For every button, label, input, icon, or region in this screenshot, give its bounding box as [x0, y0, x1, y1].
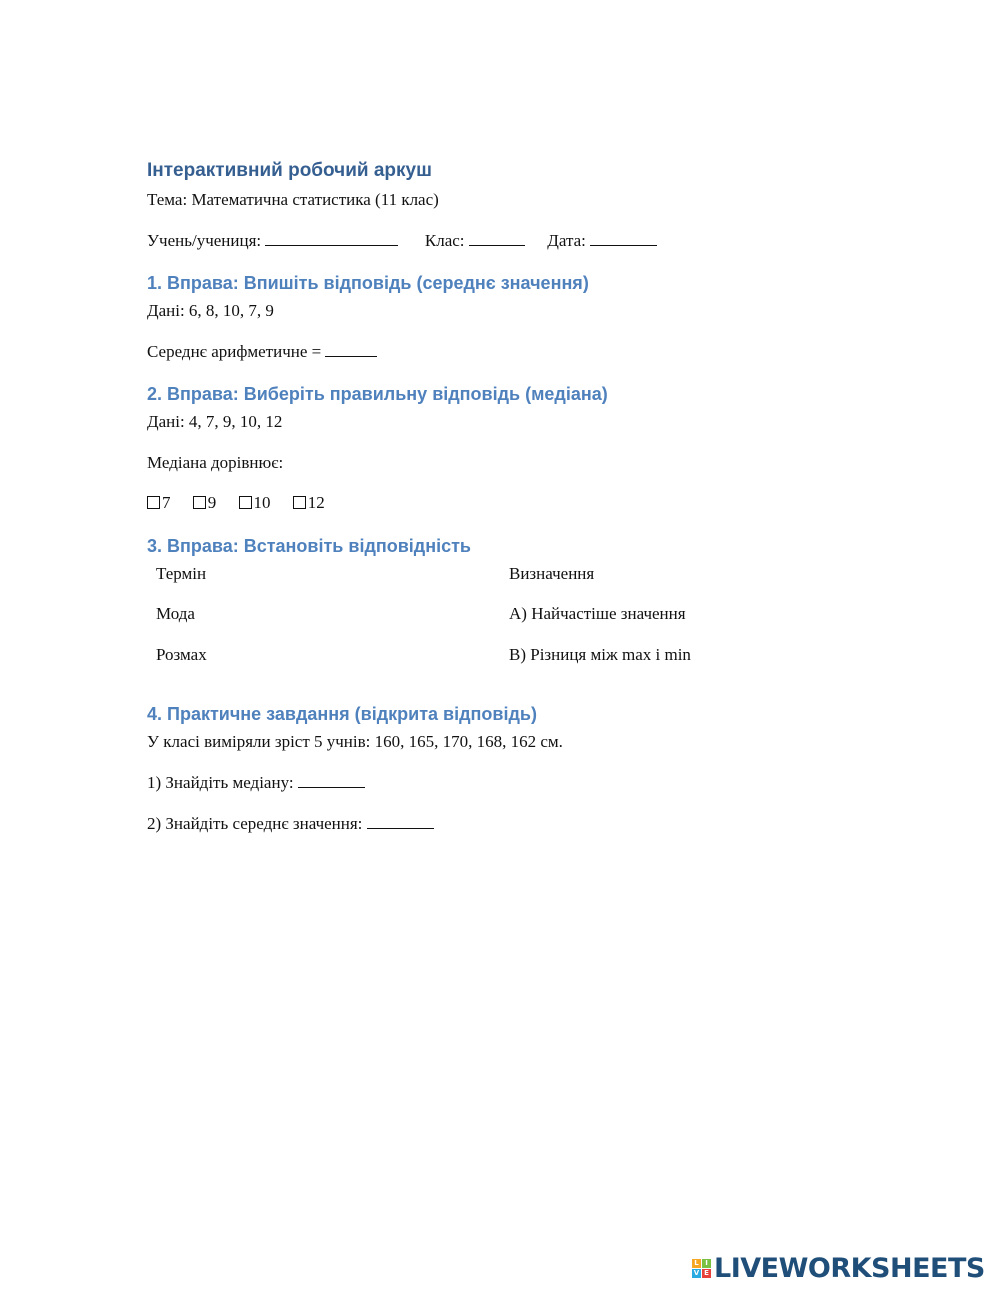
ex4-text: У класі виміряли зріст 5 учнів: 160, 165, 170, 168, 162 см. — [147, 732, 563, 751]
date-label: Дата: — [547, 231, 586, 250]
checkbox-icon[interactable] — [193, 496, 206, 509]
ex1-prompt: Середнє арифметичне = — [147, 342, 322, 361]
logo-mark-letter: L — [692, 1259, 701, 1268]
col-header-term: Термін — [156, 564, 207, 583]
checkbox-icon[interactable] — [239, 496, 252, 509]
logo-text: LIVEWORKSHEETS — [714, 1253, 985, 1284]
topic-line: Тема: Математична статистика (11 клас) — [147, 190, 439, 209]
date-field[interactable] — [590, 231, 657, 246]
student-name-field[interactable] — [265, 231, 398, 246]
ex1-heading: 1. Вправа: Впишіть відповідь (середнє значення) — [147, 273, 589, 293]
ex1-prompt-line — [147, 342, 377, 362]
student-label: Учень/учениця: — [147, 231, 262, 250]
ex2-data: Дані: 4, 7, 9, 10, 12 — [147, 412, 283, 431]
student-info-line — [147, 231, 657, 251]
definition-cell[interactable]: В) Різниця між max і min — [509, 645, 691, 664]
checkbox-icon[interactable] — [293, 496, 306, 509]
col-header-definition: Визначення — [509, 564, 595, 583]
term-cell[interactable]: Мода — [156, 604, 195, 623]
option-12[interactable]: 12 — [293, 493, 325, 512]
class-field[interactable] — [469, 231, 525, 246]
option-7[interactable]: 7 — [147, 493, 171, 512]
option-9[interactable]: 9 — [193, 493, 217, 512]
option-10[interactable]: 10 — [239, 493, 271, 512]
ex4-heading: 4. Практичне завдання (відкрита відповідь) — [147, 704, 537, 724]
ex2-heading: 2. Вправа: Виберіть правильну відповідь (медіана) — [147, 384, 608, 404]
ex4-q2: 2) Знайдіть середнє значення: — [147, 814, 363, 833]
logo-mark-letter: I — [702, 1259, 711, 1268]
ex4-q2-line — [147, 814, 434, 834]
page-title: Інтерактивний робочий аркуш — [147, 160, 432, 181]
ex4-q1: 1) Знайдіть медіану: — [147, 773, 294, 792]
ex1-data: Дані: 6, 8, 10, 7, 9 — [147, 301, 274, 320]
logo-mark-letter: V — [693, 1269, 700, 1277]
logo-mark-letter: E — [702, 1269, 711, 1278]
term-cell[interactable]: Розмах — [156, 645, 207, 664]
logo-mark-icon — [692, 1259, 711, 1278]
class-label: Клас: — [424, 231, 465, 250]
definition-cell[interactable]: А) Найчастіше значення — [509, 604, 686, 623]
median-answer-field[interactable] — [298, 773, 365, 788]
ex1-answer-field[interactable] — [325, 342, 377, 357]
mean-answer-field[interactable] — [367, 814, 434, 829]
ex4-q1-line — [147, 773, 365, 793]
ex2-prompt: Медіана дорівнює: — [147, 453, 284, 472]
liveworksheets-logo — [692, 1253, 985, 1284]
checkbox-icon[interactable] — [147, 496, 160, 509]
ex2-options — [147, 493, 343, 513]
ex3-heading: 3. Вправа: Встановіть відповідність — [147, 536, 471, 556]
